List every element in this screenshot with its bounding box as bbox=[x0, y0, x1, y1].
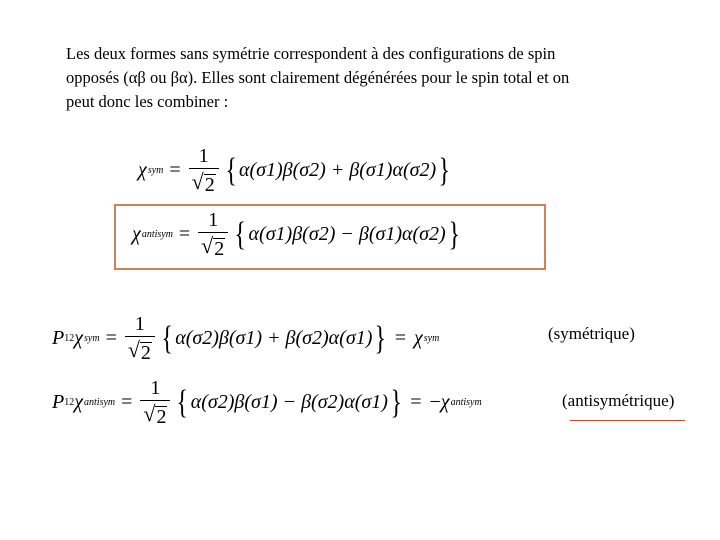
numerator: 1 bbox=[150, 377, 161, 399]
fraction-one-over-root-two bbox=[125, 314, 155, 363]
subscript-12: 12 bbox=[64, 333, 75, 344]
equation-p12-chi-antisym bbox=[52, 378, 482, 427]
right-brace: } bbox=[390, 383, 402, 421]
equals-sign: = bbox=[169, 159, 181, 181]
permutation-operator: P bbox=[52, 391, 65, 413]
sym-superscript: sym bbox=[84, 333, 100, 344]
chi-symbol: χ bbox=[138, 159, 147, 181]
numerator: 1 bbox=[134, 313, 145, 335]
equals-sign: = bbox=[121, 391, 133, 413]
antisym-superscript: antisym bbox=[450, 397, 482, 408]
right-brace: } bbox=[438, 151, 451, 189]
denominator bbox=[128, 337, 152, 363]
left-brace: { bbox=[225, 151, 237, 189]
left-brace: { bbox=[161, 319, 173, 357]
numerator: 1 bbox=[198, 145, 209, 167]
radicand: 2 bbox=[204, 174, 215, 196]
intro-line-2: opposés (αβ ou βα). Elles sont clairement dégénérées pour le spin total et on bbox=[66, 68, 570, 87]
sqrt-icon: √ bbox=[127, 337, 140, 362]
equation-body: α(σ2)β(σ1) − β(σ2)α(σ1) bbox=[190, 391, 388, 413]
antisym-superscript: antisym bbox=[84, 397, 116, 408]
symmetric-label: (symétrique) bbox=[548, 324, 635, 343]
chi-symbol: χ bbox=[132, 223, 141, 245]
chi-symbol: χ bbox=[74, 391, 84, 413]
subscript-12: 12 bbox=[64, 397, 75, 408]
equals-sign: = bbox=[394, 327, 406, 349]
radicand: 2 bbox=[214, 238, 225, 260]
intro-line-1: Les deux formes sans symétrie correspondent à des configurations de spin bbox=[66, 44, 556, 63]
equation-chi-antisym bbox=[132, 210, 462, 259]
denominator bbox=[192, 169, 216, 195]
sqrt-icon: √ bbox=[201, 233, 214, 258]
sqrt-icon: √ bbox=[191, 169, 204, 194]
fraction-one-over-root-two bbox=[198, 210, 228, 259]
sym-superscript: sym bbox=[147, 165, 164, 176]
label-underline bbox=[570, 420, 685, 421]
equals-sign: = bbox=[105, 327, 117, 349]
equals-sign: = bbox=[178, 223, 191, 245]
equation-body: α(σ2)β(σ1) + β(σ2)α(σ1) bbox=[175, 327, 373, 349]
permutation-operator: P bbox=[52, 327, 65, 349]
denominator bbox=[201, 233, 225, 259]
equation-p12-chi-sym bbox=[52, 314, 439, 363]
radicand: 2 bbox=[140, 342, 151, 364]
minus-sign: − bbox=[429, 391, 441, 413]
intro-paragraph bbox=[66, 42, 706, 114]
radicand: 2 bbox=[156, 406, 167, 428]
equation-body: α(σ1)β(σ2) + β(σ1)α(σ2) bbox=[238, 159, 437, 181]
antisym-superscript: antisym bbox=[141, 229, 173, 240]
intro-line-3: peut donc les combiner : bbox=[66, 92, 229, 111]
equation-body: α(σ1)β(σ2) − β(σ1)α(σ2) bbox=[248, 223, 446, 245]
left-brace: { bbox=[234, 215, 247, 253]
numerator: 1 bbox=[208, 209, 219, 231]
left-brace: { bbox=[176, 383, 189, 421]
equation-chi-sym bbox=[138, 146, 452, 195]
equals-sign: = bbox=[410, 391, 422, 413]
antisymmetric-label: (antisymétrique) bbox=[562, 391, 675, 410]
right-brace: } bbox=[374, 319, 387, 357]
sym-superscript: sym bbox=[423, 333, 440, 344]
chi-symbol: χ bbox=[440, 391, 450, 413]
fraction-one-over-root-two bbox=[189, 146, 219, 195]
fraction-one-over-root-two bbox=[140, 378, 170, 427]
sqrt-icon: √ bbox=[143, 401, 156, 426]
chi-symbol: χ bbox=[74, 327, 84, 349]
right-brace: } bbox=[448, 215, 460, 253]
denominator bbox=[143, 401, 167, 427]
chi-symbol: χ bbox=[413, 327, 423, 349]
